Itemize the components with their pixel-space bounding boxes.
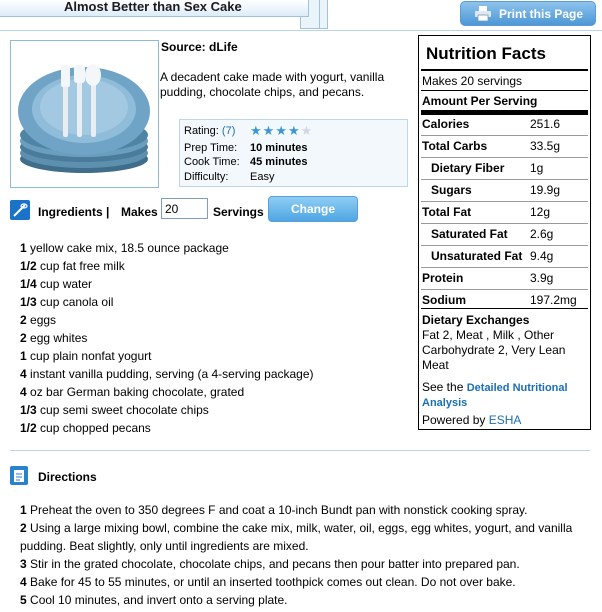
ingredient-qty: 1/2	[20, 421, 37, 435]
header-divider	[0, 30, 602, 31]
ingredient-item	[20, 365, 412, 383]
directions-list	[20, 501, 585, 609]
ingredient-item	[20, 329, 412, 347]
ingredient-text: cup plain nonfat yogurt	[30, 349, 152, 363]
nutrition-value: 1g	[530, 161, 544, 175]
nutrition-value: 9.4g	[530, 249, 554, 263]
rating-label: Rating: (7)	[184, 125, 236, 137]
ingredient-item	[20, 383, 412, 401]
ingredient-qty: 1/3	[20, 295, 37, 309]
directions-heading: Directions	[38, 470, 97, 484]
ingredient-qty: 1	[20, 349, 27, 363]
nutrition-label: Unsaturated Fat	[431, 249, 523, 263]
ingredient-text: oz bar German baking chocolate, grated	[30, 385, 245, 399]
print-button-label: Print this Page	[499, 7, 584, 21]
prep-time-value: 10 minutes	[250, 142, 308, 154]
nutrition-row	[422, 179, 587, 201]
ingredient-item	[20, 419, 412, 437]
ingredient-item	[20, 239, 412, 257]
ingredient-text: egg whites	[30, 331, 88, 345]
ingredient-qty: 1	[20, 241, 27, 255]
ingredient-qty: 4	[20, 367, 27, 381]
ingredients-list	[20, 239, 412, 437]
nutrition-label: Total Carbs	[422, 139, 488, 153]
direction-step	[20, 555, 585, 573]
dietary-exchanges: Fat 2, Meat , Milk , Other Carbohydrate 2, Very Lean Meat	[422, 328, 566, 372]
nutrition-row	[422, 289, 587, 311]
ingredient-qty: 1/4	[20, 277, 37, 291]
nutrition-row	[422, 135, 587, 157]
ingredient-qty: 1/2	[20, 259, 37, 273]
cook-time-value: 45 minutes	[250, 156, 308, 168]
direction-step	[20, 519, 585, 555]
nutrition-label: Saturated Fat	[431, 227, 508, 241]
plates-image	[11, 41, 158, 187]
ingredient-item	[20, 275, 412, 293]
powered-prefix: Powered by	[422, 413, 486, 427]
recipe-source: Source: dLife	[161, 40, 238, 54]
dietary-exchanges-title: Dietary Exchanges	[422, 313, 530, 327]
ingredients-heading: Ingredients |	[38, 205, 110, 219]
amount-per-serving: Amount Per Serving	[422, 94, 538, 108]
nutrition-label: Dietary Fiber	[431, 161, 505, 175]
printer-icon	[475, 6, 491, 21]
step-text: Preheat the oven to 350 degrees F and coat a 10-inch Bundt pan with nonstick cooking spray.	[30, 503, 528, 517]
nutrition-row	[422, 267, 587, 289]
ingredient-text: yellow cake mix, 18.5 ounce package	[30, 241, 229, 255]
nutrition-facts-panel	[418, 35, 591, 430]
rating-count-link[interactable]: (7)	[221, 125, 236, 137]
step-number: 3	[20, 557, 27, 571]
prep-time-label: Prep Time:	[184, 142, 238, 154]
step-text: Stir in the grated chocolate, chocolate chips, and pecans then pour batter into prepared pan.	[30, 557, 520, 571]
section-divider	[10, 450, 590, 451]
direction-step	[20, 573, 585, 591]
powered-by	[422, 413, 521, 427]
nutrition-analysis-note	[422, 380, 587, 410]
step-number: 2	[20, 521, 27, 535]
recipe-title: Almost Better than Sex Cake	[64, 0, 242, 14]
star-icon: ★	[275, 123, 288, 138]
nutrition-rule	[421, 69, 588, 71]
nutrition-row	[422, 157, 587, 179]
nutrition-value: 2.6g	[530, 227, 554, 241]
nutrition-value: 19.9g	[530, 183, 561, 197]
ingredient-text: cup chopped pecans	[40, 421, 151, 435]
ingredient-qty: 2	[20, 313, 27, 327]
star-icon: ★	[262, 123, 276, 138]
step-text: Bake for 45 to 55 minutes, or until an inserted toothpick comes out clean. Do not over bake.	[30, 575, 516, 589]
recipe-title-tab	[0, 0, 309, 17]
step-text: Cool 10 minutes, and invert onto a serving plate.	[30, 593, 288, 607]
nutrition-value: 3.9g	[530, 271, 554, 285]
nutrition-row	[422, 201, 587, 223]
ingredient-text: cup water	[40, 277, 93, 291]
ingredient-item	[20, 257, 412, 275]
nutrition-servings: Makes 20 servings	[422, 74, 523, 88]
ingredient-text: instant vanilla pudding, serving (a 4-serving package)	[30, 367, 314, 381]
ingredient-text: cup fat free milk	[40, 259, 125, 273]
cook-time-label: Cook Time:	[184, 156, 240, 168]
ingredient-text: eggs	[30, 313, 57, 327]
nutrition-label: Sodium	[422, 293, 466, 307]
print-button[interactable]	[460, 1, 596, 26]
ingredient-text: cup canola oil	[40, 295, 114, 309]
nutrition-value: 33.5g	[530, 139, 561, 153]
list-icon	[10, 466, 28, 485]
nutrition-value: 251.6	[530, 117, 561, 131]
ingredient-item	[20, 401, 412, 419]
ingredient-item	[20, 347, 412, 365]
nutrition-row	[422, 113, 587, 135]
esha-link[interactable]: ESHA	[488, 413, 522, 427]
title-tab-group	[0, 0, 330, 30]
nutrition-row	[422, 245, 587, 267]
direction-step	[20, 591, 585, 609]
nutrition-label: Protein	[422, 271, 464, 285]
nutrition-value: 12g	[530, 205, 551, 219]
ingredient-qty: 4	[20, 385, 27, 399]
ingredient-qty: 1/3	[20, 403, 37, 417]
ingredient-text: cup semi sweet chocolate chips	[40, 403, 209, 417]
detailed-analysis-link[interactable]: Detailed Nutritional Analysis	[422, 382, 568, 409]
recipe-info-box	[179, 119, 408, 187]
star-icon: ★	[287, 123, 301, 138]
servings-input[interactable]	[161, 198, 208, 219]
nutrition-label: Calories	[422, 117, 470, 131]
step-number: 5	[20, 593, 27, 607]
recipe-photo	[10, 40, 159, 188]
nutrition-label: Total Fat	[422, 205, 472, 219]
step-text: Using a large mixing bowl, combine the cake mix, milk, water, oil, eggs, egg whites, yogurt, and vanilla pudding. Beat slightly, only until ingredients are mixed.	[20, 521, 573, 553]
nutrition-value: 197.2mg	[530, 293, 577, 307]
direction-step	[20, 501, 585, 519]
nutrition-label: Sugars	[431, 183, 472, 197]
nutrition-title: Nutrition Facts	[426, 44, 546, 63]
change-servings-button[interactable]: Change	[268, 196, 358, 222]
see-prefix: See the	[422, 380, 464, 394]
whisk-icon	[10, 200, 30, 220]
ingredient-item	[20, 293, 412, 311]
star-icon: ★	[250, 123, 263, 138]
makes-label: Makes	[121, 205, 158, 219]
difficulty-label: Difficulty:	[184, 171, 229, 183]
nutrition-row	[422, 223, 587, 245]
nutrition-rule	[421, 90, 588, 91]
step-number: 4	[20, 575, 27, 589]
difficulty-value: Easy	[250, 171, 275, 183]
servings-label: Servings	[213, 205, 264, 219]
recipe-description: A decadent cake made with yogurt, vanilla pudding, chocolate chips, and pecans.	[160, 70, 385, 99]
star-empty-icon: ★	[300, 123, 314, 138]
ingredient-qty: 2	[20, 331, 27, 345]
step-number: 1	[20, 503, 27, 517]
ingredient-item	[20, 311, 412, 329]
star-rating[interactable]	[250, 123, 313, 139]
